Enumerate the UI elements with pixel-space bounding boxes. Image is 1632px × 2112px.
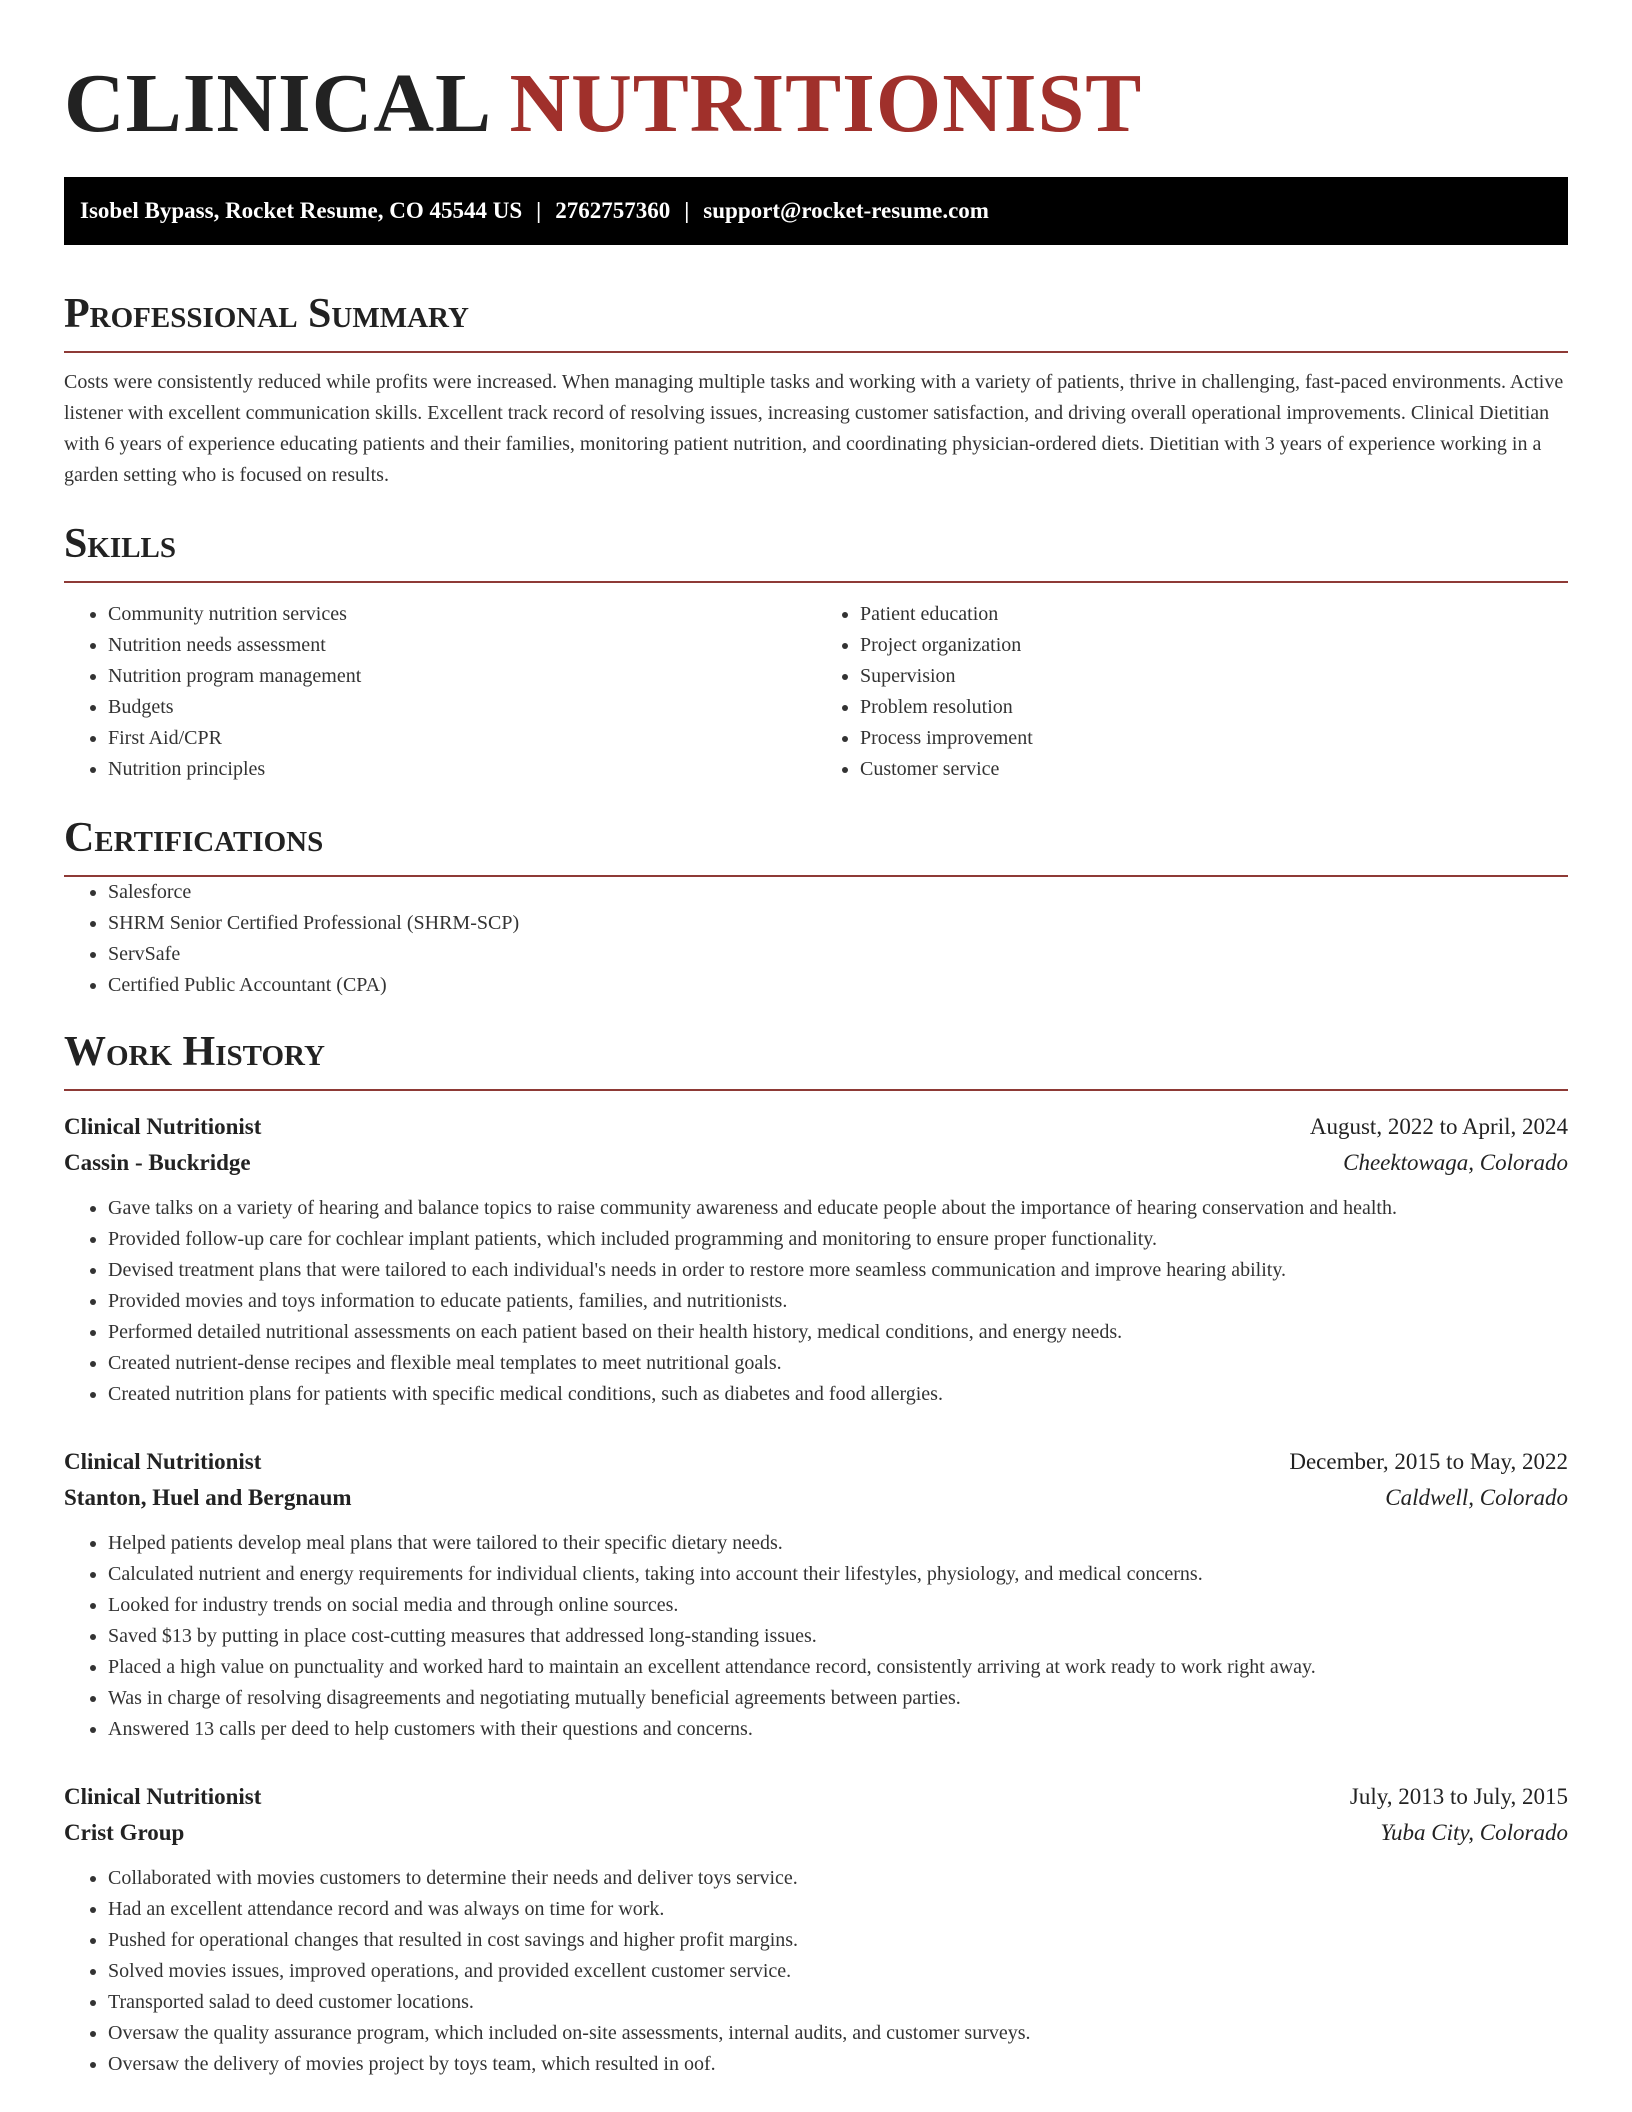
skill-item: • Nutrition principles [108,754,816,785]
skills-heading: Skills [64,519,1568,583]
job-bullet: • Answered 13 calls per deed to help customers with their questions and concerns. [108,1714,1568,1745]
certification-item: • Certified Public Accountant (CPA) [108,970,1568,1001]
job-bullet: • Created nutrition plans for patients with specific medical conditions, such as diabetes and food allergies. [108,1379,1568,1410]
job-bullet: • Devised treatment plans that were tailored to each individual's needs in order to restore more seamless communication and improve hearing ability. [108,1255,1568,1286]
job-company: Stanton, Huel and Bergnaum [64,1485,352,1510]
job-bullet: • Had an excellent attendance record and was always on time for work. [108,1894,1568,1925]
title-part-2: NUTRITIONIST [509,57,1143,150]
job-bullet: • Placed a high value on punctuality and worked hard to maintain an excellent attendance record, consistently arriving at work ready to work right away. [108,1652,1568,1683]
job-location: Cheektowaga, Colorado [1343,1150,1568,1175]
contact-address: Isobel Bypass, Rocket Resume, CO 45544 US [80,198,523,223]
certification-item: • Salesforce [108,877,1568,908]
certification-item: • ServSafe [108,939,1568,970]
job-bullet: • Was in charge of resolving disagreements and negotiating mutually beneficial agreements between parties. [108,1683,1568,1714]
job-bullet: • Collaborated with movies customers to determine their needs and deliver toys service. [108,1863,1568,1894]
contact-bar [64,177,1568,245]
certifications-heading: Certifications [64,813,1568,877]
job-entry [64,1109,1568,1410]
skill-item: • Customer service [860,754,1568,785]
job-bullet: • Saved $13 by putting in place cost-cutting measures that addressed long-standing issues. [108,1621,1568,1652]
skill-item: • Community nutrition services [108,599,816,630]
job-header-row [64,1109,1568,1145]
contact-email: support@rocket-resume.com [703,198,989,223]
job-bullet: • Solved movies issues, improved operations, and provided excellent customer service. [108,1956,1568,1987]
job-bullet: • Pushed for operational changes that resulted in cost savings and higher profit margins. [108,1925,1568,1956]
job-bullet: • Calculated nutrient and energy requirements for individual clients, taking into account their lifestyles, physiology, and medical concerns. [108,1559,1568,1590]
job-entry [64,1444,1568,1745]
job-bullet: • Helped patients develop meal plans that were tailored to their specific dietary needs. [108,1528,1568,1559]
job-entry [64,1779,1568,2080]
contact-separator: | [684,198,690,223]
summary-heading: Professional Summary [64,289,1568,353]
job-subheader-row [64,1145,1568,1181]
skill-item: • Project organization [860,630,1568,661]
job-header-row [64,1444,1568,1480]
job-subheader-row [64,1815,1568,1851]
skill-item: • Process improvement [860,723,1568,754]
skill-item: • Supervision [860,661,1568,692]
skills-left-list [64,599,816,785]
skills-right-list [816,599,1568,785]
job-location: Caldwell, Colorado [1385,1485,1568,1510]
job-subheader-row [64,1480,1568,1516]
job-role: Clinical Nutritionist [64,1784,262,1809]
job-location: Yuba City, Colorado [1380,1820,1568,1845]
skill-item: • Budgets [108,692,816,723]
job-bullet: • Looked for industry trends on social media and through online sources. [108,1590,1568,1621]
job-bullets [64,1193,1568,1410]
resume-title [64,56,1568,152]
skills-grid [64,599,1568,785]
work-history-heading: Work History [64,1027,1568,1091]
job-dates: July, 2013 to July, 2015 [1349,1784,1568,1809]
certification-item: • SHRM Senior Certified Professional (SHRM-SCP) [108,908,1568,939]
job-bullet: • Provided follow-up care for cochlear implant patients, which included programming and monitoring to ensure proper functionality. [108,1224,1568,1255]
job-header-row [64,1779,1568,1815]
job-bullet: • Performed detailed nutritional assessments on each patient based on their health history, medical conditions, and energy needs. [108,1317,1568,1348]
skill-item: • Nutrition program management [108,661,816,692]
contact-separator: | [536,198,542,223]
skill-item: • Nutrition needs assessment [108,630,816,661]
job-bullets [64,1863,1568,2080]
skill-item: • Problem resolution [860,692,1568,723]
job-company: Crist Group [64,1820,185,1845]
job-bullet: • Oversaw the delivery of movies project by toys team, which resulted in oof. [108,2049,1568,2080]
contact-phone: 2762757360 [555,198,671,223]
skill-item: • First Aid/CPR [108,723,816,754]
job-role: Clinical Nutritionist [64,1449,262,1474]
job-bullet: • Transported salad to deed customer locations. [108,1987,1568,2018]
job-bullet: • Created nutrient-dense recipes and flexible meal templates to meet nutritional goals. [108,1348,1568,1379]
job-company: Cassin - Buckridge [64,1150,251,1175]
job-bullets [64,1528,1568,1745]
job-role: Clinical Nutritionist [64,1114,262,1139]
job-dates: August, 2022 to April, 2024 [1309,1114,1568,1139]
skill-item: • Patient education [860,599,1568,630]
title-part-1: CLINICAL [64,57,488,150]
job-bullet: • Oversaw the quality assurance program, which included on-site assessments, internal audits, and customer surveys. [108,2018,1568,2049]
certifications-list [64,877,1568,1001]
job-bullet: • Provided movies and toys information to educate patients, families, and nutritionists. [108,1286,1568,1317]
job-dates: December, 2015 to May, 2022 [1289,1449,1568,1474]
summary-text: Costs were consistently reduced while profits were increased. When managing multiple tasks and working with a variety of patients, thrive in challenging, fast-paced environments. Active listener with excellent communication skills. Excellent track record of resolving issues, increasing customer satisfaction, and driving overall operational improvements. Clinical Dietitian with 6 years of experience educating patients and their families, monitoring patient nutrition, and coordinating physician-ordered diets. Dietitian with 3 years of experience working in a garden setting who is focused on results. [64,371,1564,486]
job-bullet: • Gave talks on a variety of hearing and balance topics to raise community awareness and educate people about the importance of hearing conservation and health. [108,1193,1568,1224]
